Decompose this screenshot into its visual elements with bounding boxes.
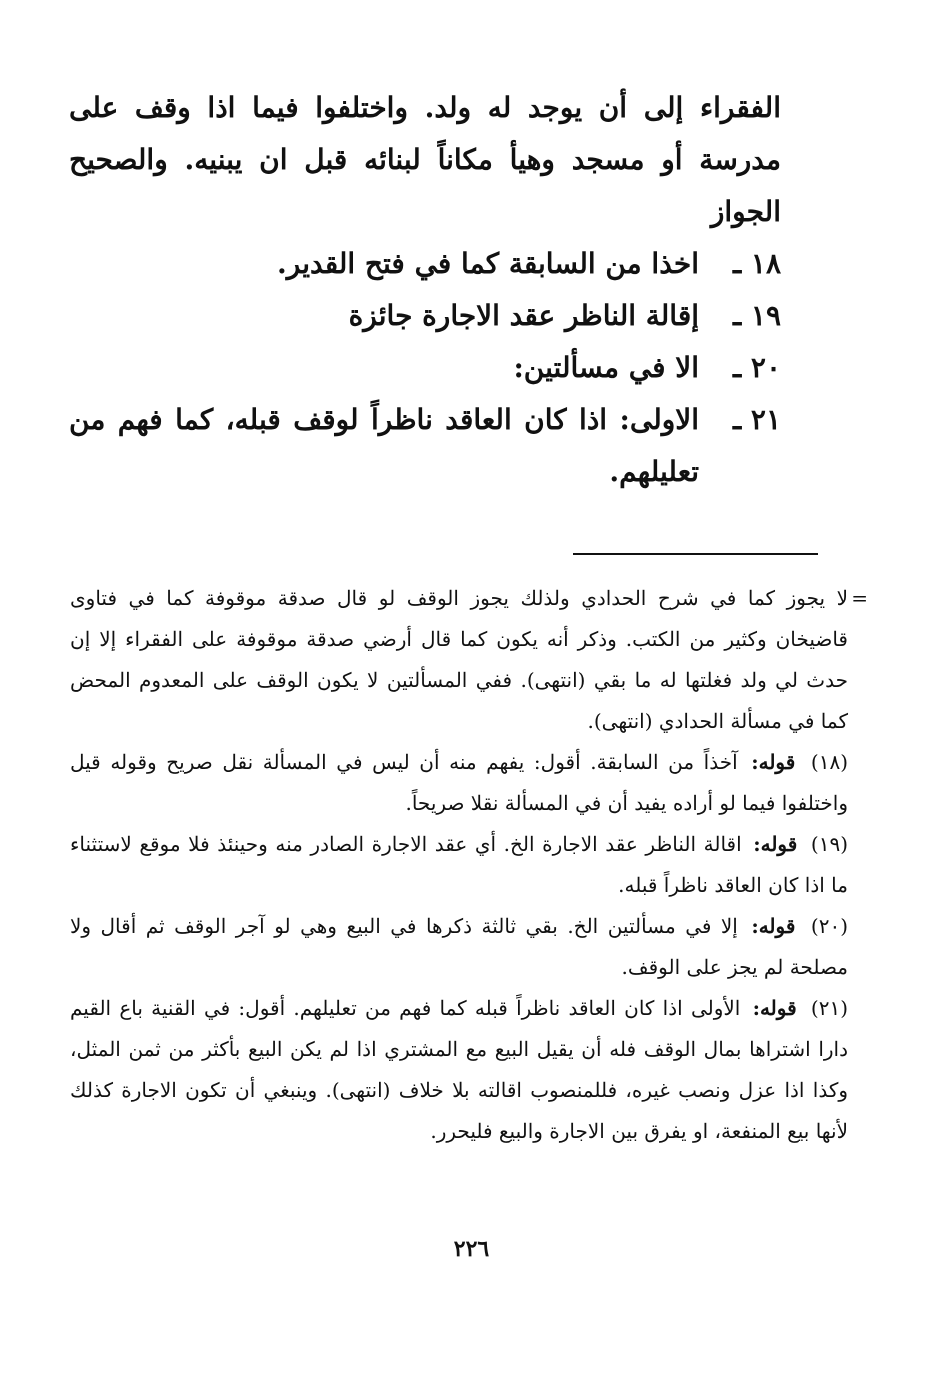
item-number: ١٨ ـ bbox=[732, 247, 781, 280]
footnote-keyword: قوله: bbox=[751, 914, 796, 938]
item-number: ١٩ ـ bbox=[732, 299, 781, 332]
item-text: الا في مسألتين: bbox=[513, 351, 699, 384]
page-number: ٢٢٦ bbox=[453, 1236, 490, 1262]
footnote-ref: (٢٠) bbox=[810, 914, 848, 938]
footnote-19 bbox=[70, 824, 848, 906]
main-paragraph: الفقراء إلى أن يوجد له ولد. واختلفوا فيما اذا وقف على مدرسة أو مسجد وهيأ مكاناً لبنائه قبل ان يبنيه. والصحيح الجواز bbox=[69, 91, 781, 228]
item-text: إقالة الناظر عقد الاجارة جائزة bbox=[348, 299, 699, 332]
footnote-ref: (١٩) bbox=[810, 832, 848, 856]
footnote-20 bbox=[70, 906, 848, 988]
footnote-keyword: قوله: bbox=[753, 832, 798, 856]
item-number: ٢١ ـ bbox=[732, 403, 781, 436]
footnote-keyword: قوله: bbox=[752, 996, 797, 1020]
main-item-18 bbox=[69, 238, 781, 290]
footnote-ref: (١٨) bbox=[810, 750, 849, 774]
footnotes-block bbox=[70, 578, 868, 1152]
footnote-text: اقالة الناظر عقد الاجارة الخ. أي عقد الاجارة الصادر منه وحينئذ فلا موقع لاستثناء ما اذا كان العاقد ناظراً قبله. bbox=[70, 832, 848, 897]
main-item-21 bbox=[69, 394, 781, 498]
footnote-ref: (٢١) bbox=[810, 996, 848, 1020]
continuation-text: لا يجوز كما في شرح الحدادي ولذلك يجوز الوقف لو قال صدقة موقوفة كما في فتاوى قاضيخان وكثير من الكتب. وذكر أنه يكون كما قال أرضي صدقة موقوفة على الفقراء إلا إن حدث لي ولد فغلتها له ما بقي (انتهى). ففي المسألتين لا يكون الوقف على المعدوم المحض كما في مسألة الحدادي (انتهى). bbox=[70, 586, 848, 733]
footnote-18 bbox=[70, 742, 848, 824]
footnote-continuation bbox=[70, 578, 868, 742]
footnote-text: آخذاً من السابقة. أقول: يفهم منه أن ليس في المسألة نقل صريح وقوله قيل واختلفوا فيما لو أراده يفيد أن في المسألة نقلا صريحاً. bbox=[70, 750, 848, 815]
main-item-20 bbox=[69, 342, 781, 394]
footnote-text: إلا في مسألتين الخ. بقي ثالثة ذكرها في البيع وهي لو آجر الوقف ثم أقال ولا مصلحة لم يجز على الوقف. bbox=[70, 914, 848, 979]
footnote-keyword: قوله: bbox=[751, 750, 796, 774]
main-item-19 bbox=[69, 290, 781, 342]
footnote-21 bbox=[70, 988, 848, 1152]
item-text: الاولى: اذا كان العاقد ناظراً لوقف قبله، كما فهم من تعليلهم. bbox=[69, 403, 699, 488]
item-text: اخذا من السابقة كما في فتح القدير. bbox=[277, 247, 699, 280]
item-number: ٢٠ ـ bbox=[732, 351, 781, 384]
continuation-mark: = bbox=[851, 586, 868, 610]
footnote-text: الأولى اذا كان العاقد ناظراً قبله كما فهم من تعليلهم. أقول: في القنية باع القيم دارا اشتراها بمال الوقف فله أن يقيل البيع مع المشتري اذا لم يكن البيع بأكثر من ثمن المثل، وكذا اذا عزل ونصب غيره، فللمنصوب اقالته بلا خلاف (انتهى). وينبغي أن تكون الاجارة كذلك لأنها بيع المنفعة، او يفرق بين الاجارة والبيع فليحرر. bbox=[70, 996, 848, 1143]
main-text-block bbox=[69, 82, 781, 498]
footnote-divider bbox=[573, 553, 818, 555]
